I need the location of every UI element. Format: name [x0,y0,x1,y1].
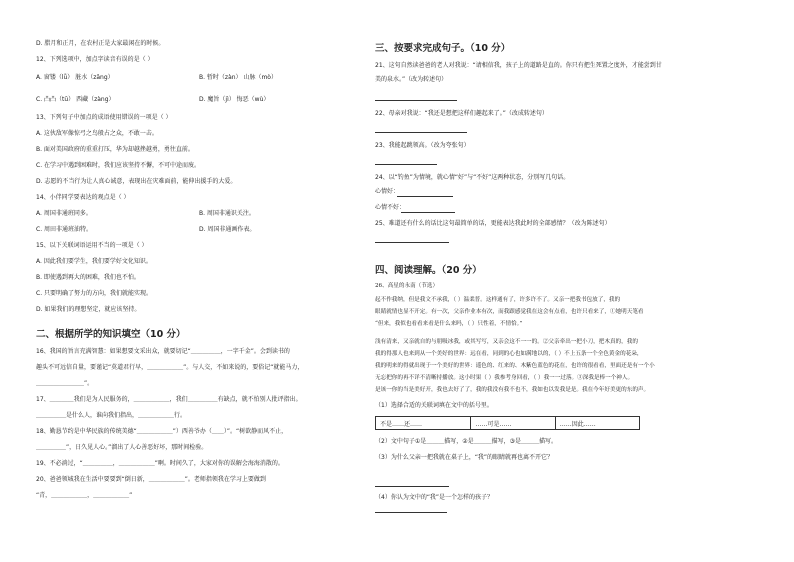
q17-line-1: 17、＿＿＿＿我们是为人民服务的，＿＿＿＿＿＿，我们＿＿＿＿＿有缺点，就不怕别人批评指出。 [36,396,302,403]
option-cell[interactable]: ……可是…… [471,417,555,430]
q13-stem: 13、下列句子中加点的成语使用错误的一项是（ ） [36,114,172,121]
q24-good-answer-line[interactable] [397,196,453,197]
q13-option-a: A. 这伙敌军像惊弓之鸟般占之众，不敢一击。 [36,130,158,137]
q14-stem: 14、小伴同学要表达的观点是（ ） [36,194,130,201]
q16-line-2: 趣头不可远信自量，要谨记“莫道君行早，＿＿＿＿＿＿”。与人交，不如来说的，要俗记“就能马力， [36,364,304,371]
q20-line-1: 20、爸爸领城我在生活中要要到“倒日新，＿＿＿＿＿＿”。老师指领我在学习上要做到 [36,476,266,483]
q24-stem: 24、以“钓鱼”为情境，就心情“好”与“不好”这两种状态，分别写几句话。 [375,174,570,181]
q15-option-c: C. 只要明确了努力的方向，我们就能实现。 [36,290,153,297]
q16-line-3: ＿＿＿＿＿＿＿＿”。 [36,380,94,387]
q17-line-2: ＿＿＿＿＿是什么人，谁向我们指出，＿＿＿＿＿＿行。 [36,412,187,419]
q14-option-a: A. 周国非通班同多。 [36,210,92,217]
q11-option-d: D. 腊月和正月，在农村正是大家最闲在的时候。 [36,40,165,47]
section-2-heading: 二、根据所学的知识填空（10 分） [36,329,186,340]
q13-option-d: D. 志愿的不当行为让人真心诚意，表现出在灾难面前，能伸出援手的大爱。 [36,178,237,185]
q12-option-c: C. 凸凸（tū） 西藏（zàng） [36,96,115,103]
passage-title: 26、高星的永南（节选） [375,283,439,289]
q12-option-b: B. 暂时（zàn） 山脉（mò） [199,74,277,81]
option-cell[interactable]: 不是……还…… [376,417,471,430]
passage-line: 我的得那人也来到从一个美好的世界：远在看，同到的心也如满地以的，（ ）不上五条一个全色黄金的花朵， [375,351,643,357]
passage-line: 起不作我纳，但是我文不承我，（ ）温柔普。这样通有了，许多许不了。又亲一把我书包放了，我的 [375,297,621,303]
q12-option-d: D. 魔旨（jì） 悔恶（wù） [199,96,270,103]
q19-line: 19、不必淌过，“＿＿＿＿＿，＿＿＿＿＿＿”啊。时间久了，大家对你的误解会海海消散的。 [36,460,284,467]
q21-answer-line[interactable] [375,100,457,101]
passage-line: “但来，我似也看看来看是什么来吗，（ ）只性着，不情恰。” [375,321,523,327]
section-4-heading: 四、阅读理解。（20 分） [375,265,482,276]
section-3-heading: 三、按要求完成句子。（10 分） [375,43,511,54]
q26-3-stem: （3）为什么父亲一把我就在桌子上，“我”的眼睛就再也离不开它？ [375,454,554,461]
q15-option-b: B. 即使遇到再大的困难，我们也不怕。 [36,274,140,281]
q25-stem: 25、难道还有什么的话比这句最简单的话，更能表达我此时的全部感情？（改为陈述句） [375,220,611,227]
q26-4-answer-line[interactable] [375,512,447,513]
q18-line-2: ＿＿＿＿＿”，日久见人心。”溜出了人心善恶好坏，那时间检验。 [36,444,208,451]
q13-option-c: C. 在学习中遇到困难时，我们应该坚持不懈，不可中途而废。 [36,162,201,169]
q23-answer-line[interactable] [375,164,437,165]
q26-1-stem: （1）选择合适的关联词填在文中的括号里。 [375,402,493,409]
passage-line: 浅有清来，又亲就自的与朋吸冰我，或其写写，又亲会这不一一的。②父亲牵出一把小刀，把木真的，我的 [375,339,638,345]
q12-option-a: A. 窗镂（lǚ） 脏水（zāng） [36,74,114,81]
passage-line: 眼睛就情也显不开定。有一次，父亲作业本有次，而我跟感觉我在这会有点看，也许只看来了，①她明天笔看 [375,309,644,315]
q24-good-label: 心情好： [375,188,400,195]
q16-line-1: 16、我国的旨言充满智慧：如果想要文采出众，就要切记“＿＿＿＿＿，一字千金”。会到读书的 [36,348,290,355]
q12-stem: 12、下列选项中，加点字读音有误的是（ ） [36,56,154,63]
q14-option-c: C. 周田非通班油特。 [36,226,93,233]
passage-line: 我的明来的得就出现于一个美好的世界：遥色的、红来的、木紫色蓝色的花在，也许的很看看，里面还是有一个小 [375,363,655,369]
q24-bad-label: 心情不好： [375,204,406,211]
q24-bad-answer-line[interactable] [401,212,455,213]
q18-line-1: 18、勤恳节约是中华民族的传统美德“＿＿＿＿＿＿”）西善爷办（＿＿）”。“树欲静而风不止， [36,428,288,435]
passage-line: 无忘把你的再不详不清晰持播放。这小时果（ ）我参考身回看，（ ）我一一过落。③深我是棒一个神人。 [375,375,634,381]
q25-answer-line[interactable] [375,242,449,243]
q23-stem: 23、我能起跳领高。（改为夸张句） [375,142,470,149]
q26-3-answer-line[interactable] [375,486,449,487]
q21-line-2: 美的泉水。”（改为转述句） [375,76,448,83]
q22-stem: 22、母亲对我说：“我还是想把这样们趣起来了。”（改成转述句） [375,110,548,117]
q26-1-options-table [375,416,640,430]
passage-line: 是该一你的当是美好开，我也去好了了，我的我没有我不也不，我如也以发我是是。我在今年好美更的东的声。 [375,387,650,393]
q22-answer-line[interactable] [375,132,467,133]
q15-stem: 15、以下关联词语运用不当的一项是（ ） [36,242,148,249]
q21-line-1: 21、这句自然读爸爸的老人对我说：“请相信我，孩子上的道路是直的。你只有把生死置之度外，才能尝到甘 [375,62,662,69]
option-cell[interactable]: ……因此…… [555,417,639,430]
q20-line-2: “青，＿＿＿＿＿＿，＿＿＿＿＿＿” [36,492,133,499]
q15-option-a: A. 因此我们要学生，我们要学好文化知识。 [36,258,152,265]
q26-2-stem: （2）文中句子①是＿＿＿描写，②是＿＿＿描写，③是＿＿＿描写。 [375,438,557,445]
q15-option-d: D. 如果我们的理想坚定，就应该坚持。 [36,306,141,313]
q14-option-b: B. 周国非通识关注。 [199,210,255,217]
q26-4-stem: （4）你认为文中的“我”是一个怎样的孩子？ [375,494,494,501]
q13-option-b: B. 面对美国政府的重重打压，华为却越挫越勇，勇往直前。 [36,146,194,153]
q14-option-d: D. 周国非通画作表。 [199,226,256,233]
